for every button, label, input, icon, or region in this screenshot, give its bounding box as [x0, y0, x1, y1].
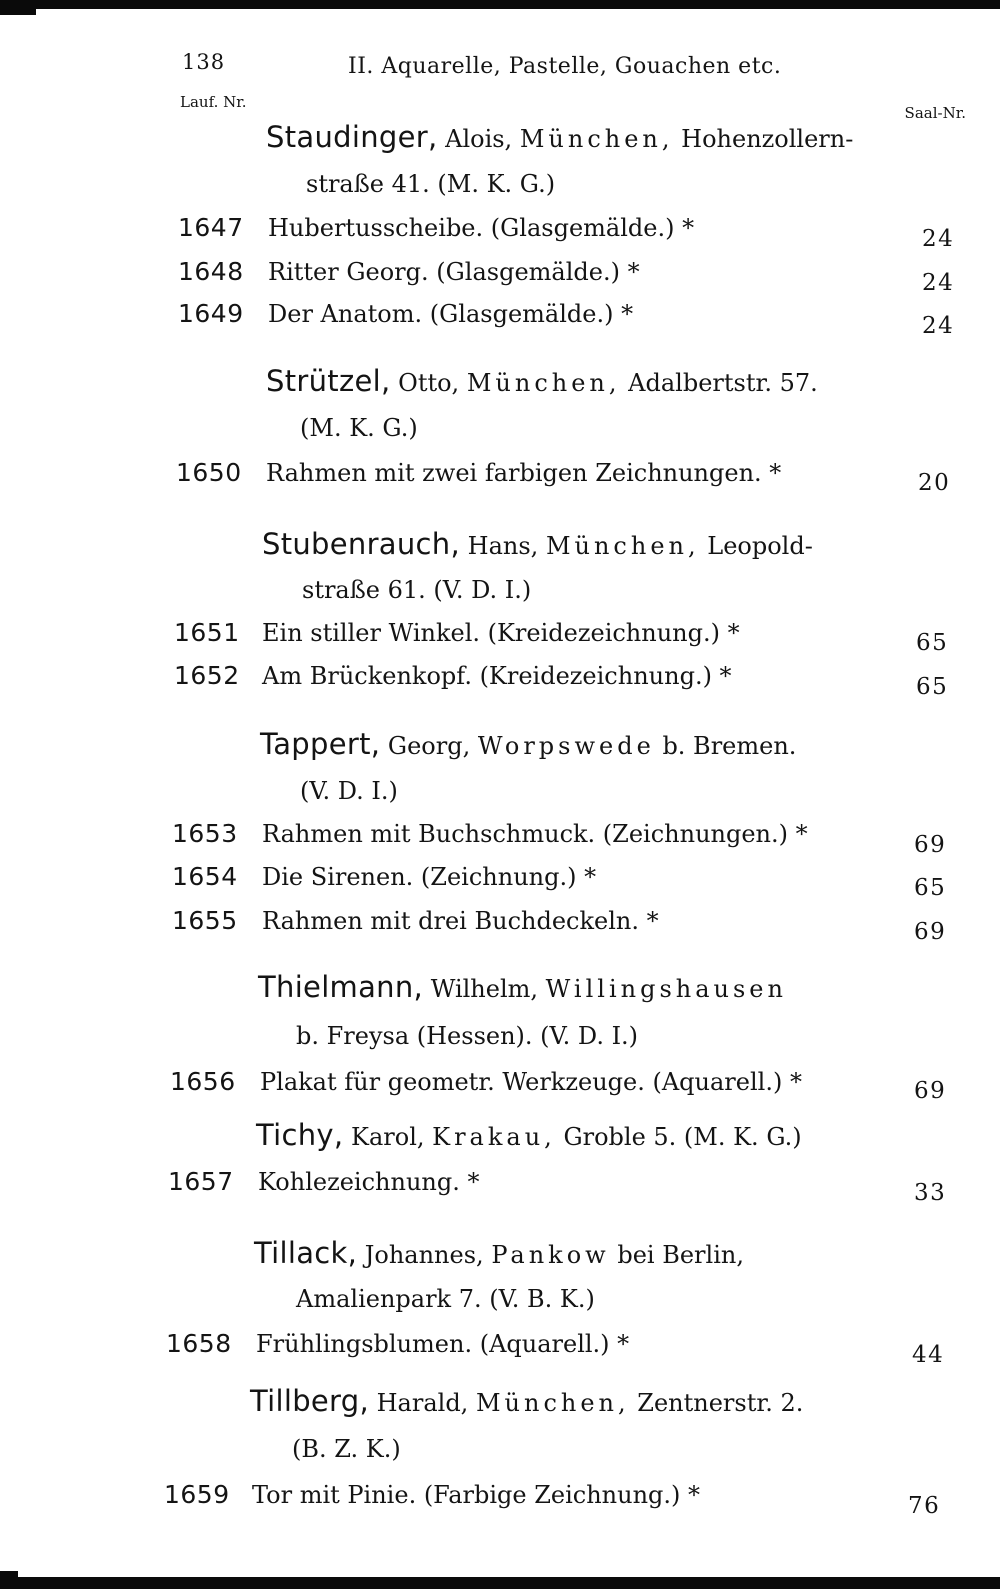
artist-city: München, — [466, 369, 621, 397]
artist-name: Thielmann, — [258, 970, 424, 1004]
artist-name: Tichy, — [256, 1118, 344, 1152]
scan-border-top-notch — [0, 9, 36, 15]
catalog-number: 1651 — [174, 618, 240, 647]
artist-address: straße 61. (V. D. I.) — [302, 576, 532, 604]
work-title: Der Anatom. (Glasgemälde.) * — [268, 300, 634, 328]
artist-address: Amalienpark 7. (V. B. K.) — [296, 1285, 595, 1313]
scan-border-bottom — [0, 1577, 1000, 1589]
catalog-number: 1650 — [176, 458, 242, 487]
artist-heading: Thielmann, Wilhelm, Willingshausen — [258, 970, 787, 1004]
catalog-number: 1655 — [172, 906, 238, 935]
artist-name: Tappert, — [260, 727, 381, 761]
room-number: 24 — [922, 226, 955, 252]
running-title: II. Aquarelle, Pastelle, Gouachen etc. — [348, 54, 782, 79]
artist-heading: Tillberg, Harald, München, Zentnerstr. 2. — [250, 1384, 804, 1418]
artist-city: Krakau, — [432, 1123, 556, 1151]
work-title: Plakat für geometr. Werkzeuge. (Aquarell.) * — [260, 1068, 802, 1096]
work-title: Kohlezeichnung. * — [258, 1168, 480, 1196]
room-number: 69 — [914, 1078, 947, 1104]
artist-address: b. Freysa (Hessen). (V. D. I.) — [296, 1022, 639, 1050]
column-label-saal-nr: Saal-Nr. — [904, 104, 966, 122]
work-title: Rahmen mit drei Buchdeckeln. * — [262, 907, 659, 935]
artist-city: Willingshausen — [545, 975, 787, 1003]
artist-heading: Tappert, Georg, Worpswede b. Bremen. — [260, 727, 797, 761]
artist-heading: Staudinger, Alois, München, Hohenzollern- — [266, 120, 854, 154]
room-number: 33 — [914, 1180, 947, 1206]
catalog-number: 1659 — [164, 1480, 230, 1509]
work-title: Rahmen mit zwei farbigen Zeichnungen. * — [266, 459, 782, 487]
artist-address: (M. K. G.) — [300, 414, 418, 442]
artist-city: München, — [519, 125, 674, 153]
room-number: 20 — [918, 470, 951, 496]
room-number: 44 — [912, 1342, 945, 1368]
artist-name: Staudinger, — [266, 120, 438, 154]
page-number: 138 — [182, 50, 226, 74]
catalog-number: 1657 — [168, 1167, 234, 1196]
room-number: 24 — [922, 270, 955, 296]
artist-city: München, — [545, 532, 700, 560]
work-title: Ein stiller Winkel. (Kreidezeichnung.) * — [262, 619, 740, 647]
room-number: 24 — [922, 313, 955, 339]
artist-address: (V. D. I.) — [300, 777, 398, 805]
artist-address: (B. Z. K.) — [292, 1435, 401, 1463]
catalog-number: 1654 — [172, 862, 238, 891]
catalog-number: 1647 — [178, 213, 244, 242]
column-label-lauf-nr: Lauf. Nr. — [180, 93, 247, 111]
room-number: 65 — [914, 875, 947, 901]
artist-address: straße 41. (M. K. G.) — [306, 170, 556, 198]
work-title: Tor mit Pinie. (Farbige Zeichnung.) * — [252, 1481, 701, 1509]
work-title: Ritter Georg. (Glasgemälde.) * — [268, 258, 640, 286]
room-number: 69 — [914, 919, 947, 945]
artist-heading: Tillack, Johannes, Pankow bei Berlin, — [254, 1236, 744, 1270]
artist-city: Worpswede — [477, 732, 655, 760]
work-title: Frühlingsblumen. (Aquarell.) * — [256, 1330, 630, 1358]
work-title: Die Sirenen. (Zeichnung.) * — [262, 863, 597, 891]
catalog-number: 1652 — [174, 661, 240, 690]
artist-name: Tillack, — [254, 1236, 358, 1270]
room-number: 65 — [916, 674, 949, 700]
artist-name: Tillberg, — [250, 1384, 369, 1418]
room-number: 65 — [916, 630, 949, 656]
work-title: Rahmen mit Buchschmuck. (Zeichnungen.) * — [262, 820, 808, 848]
artist-city: München, — [475, 1389, 630, 1417]
artist-name: Strützel, — [266, 364, 391, 398]
artist-name: Stubenrauch, — [262, 527, 461, 561]
room-number: 76 — [908, 1493, 941, 1519]
work-title: Am Brückenkopf. (Kreidezeichnung.) * — [262, 662, 732, 690]
catalog-number: 1658 — [166, 1329, 232, 1358]
catalog-number: 1653 — [172, 819, 238, 848]
catalog-number: 1649 — [178, 299, 244, 328]
artist-heading: Tichy, Karol, Krakau, Groble 5. (M. K. G.) — [256, 1118, 802, 1152]
catalog-number: 1648 — [178, 257, 244, 286]
artist-city: Pankow — [491, 1241, 610, 1269]
room-number: 69 — [914, 832, 947, 858]
work-title: Hubertusscheibe. (Glasgemälde.) * — [268, 214, 695, 242]
artist-heading: Strützel, Otto, München, Adalbertstr. 57. — [266, 364, 818, 398]
scan-border-top — [0, 0, 1000, 9]
catalog-number: 1656 — [170, 1067, 236, 1096]
artist-heading: Stubenrauch, Hans, München, Leopold- — [262, 527, 813, 561]
